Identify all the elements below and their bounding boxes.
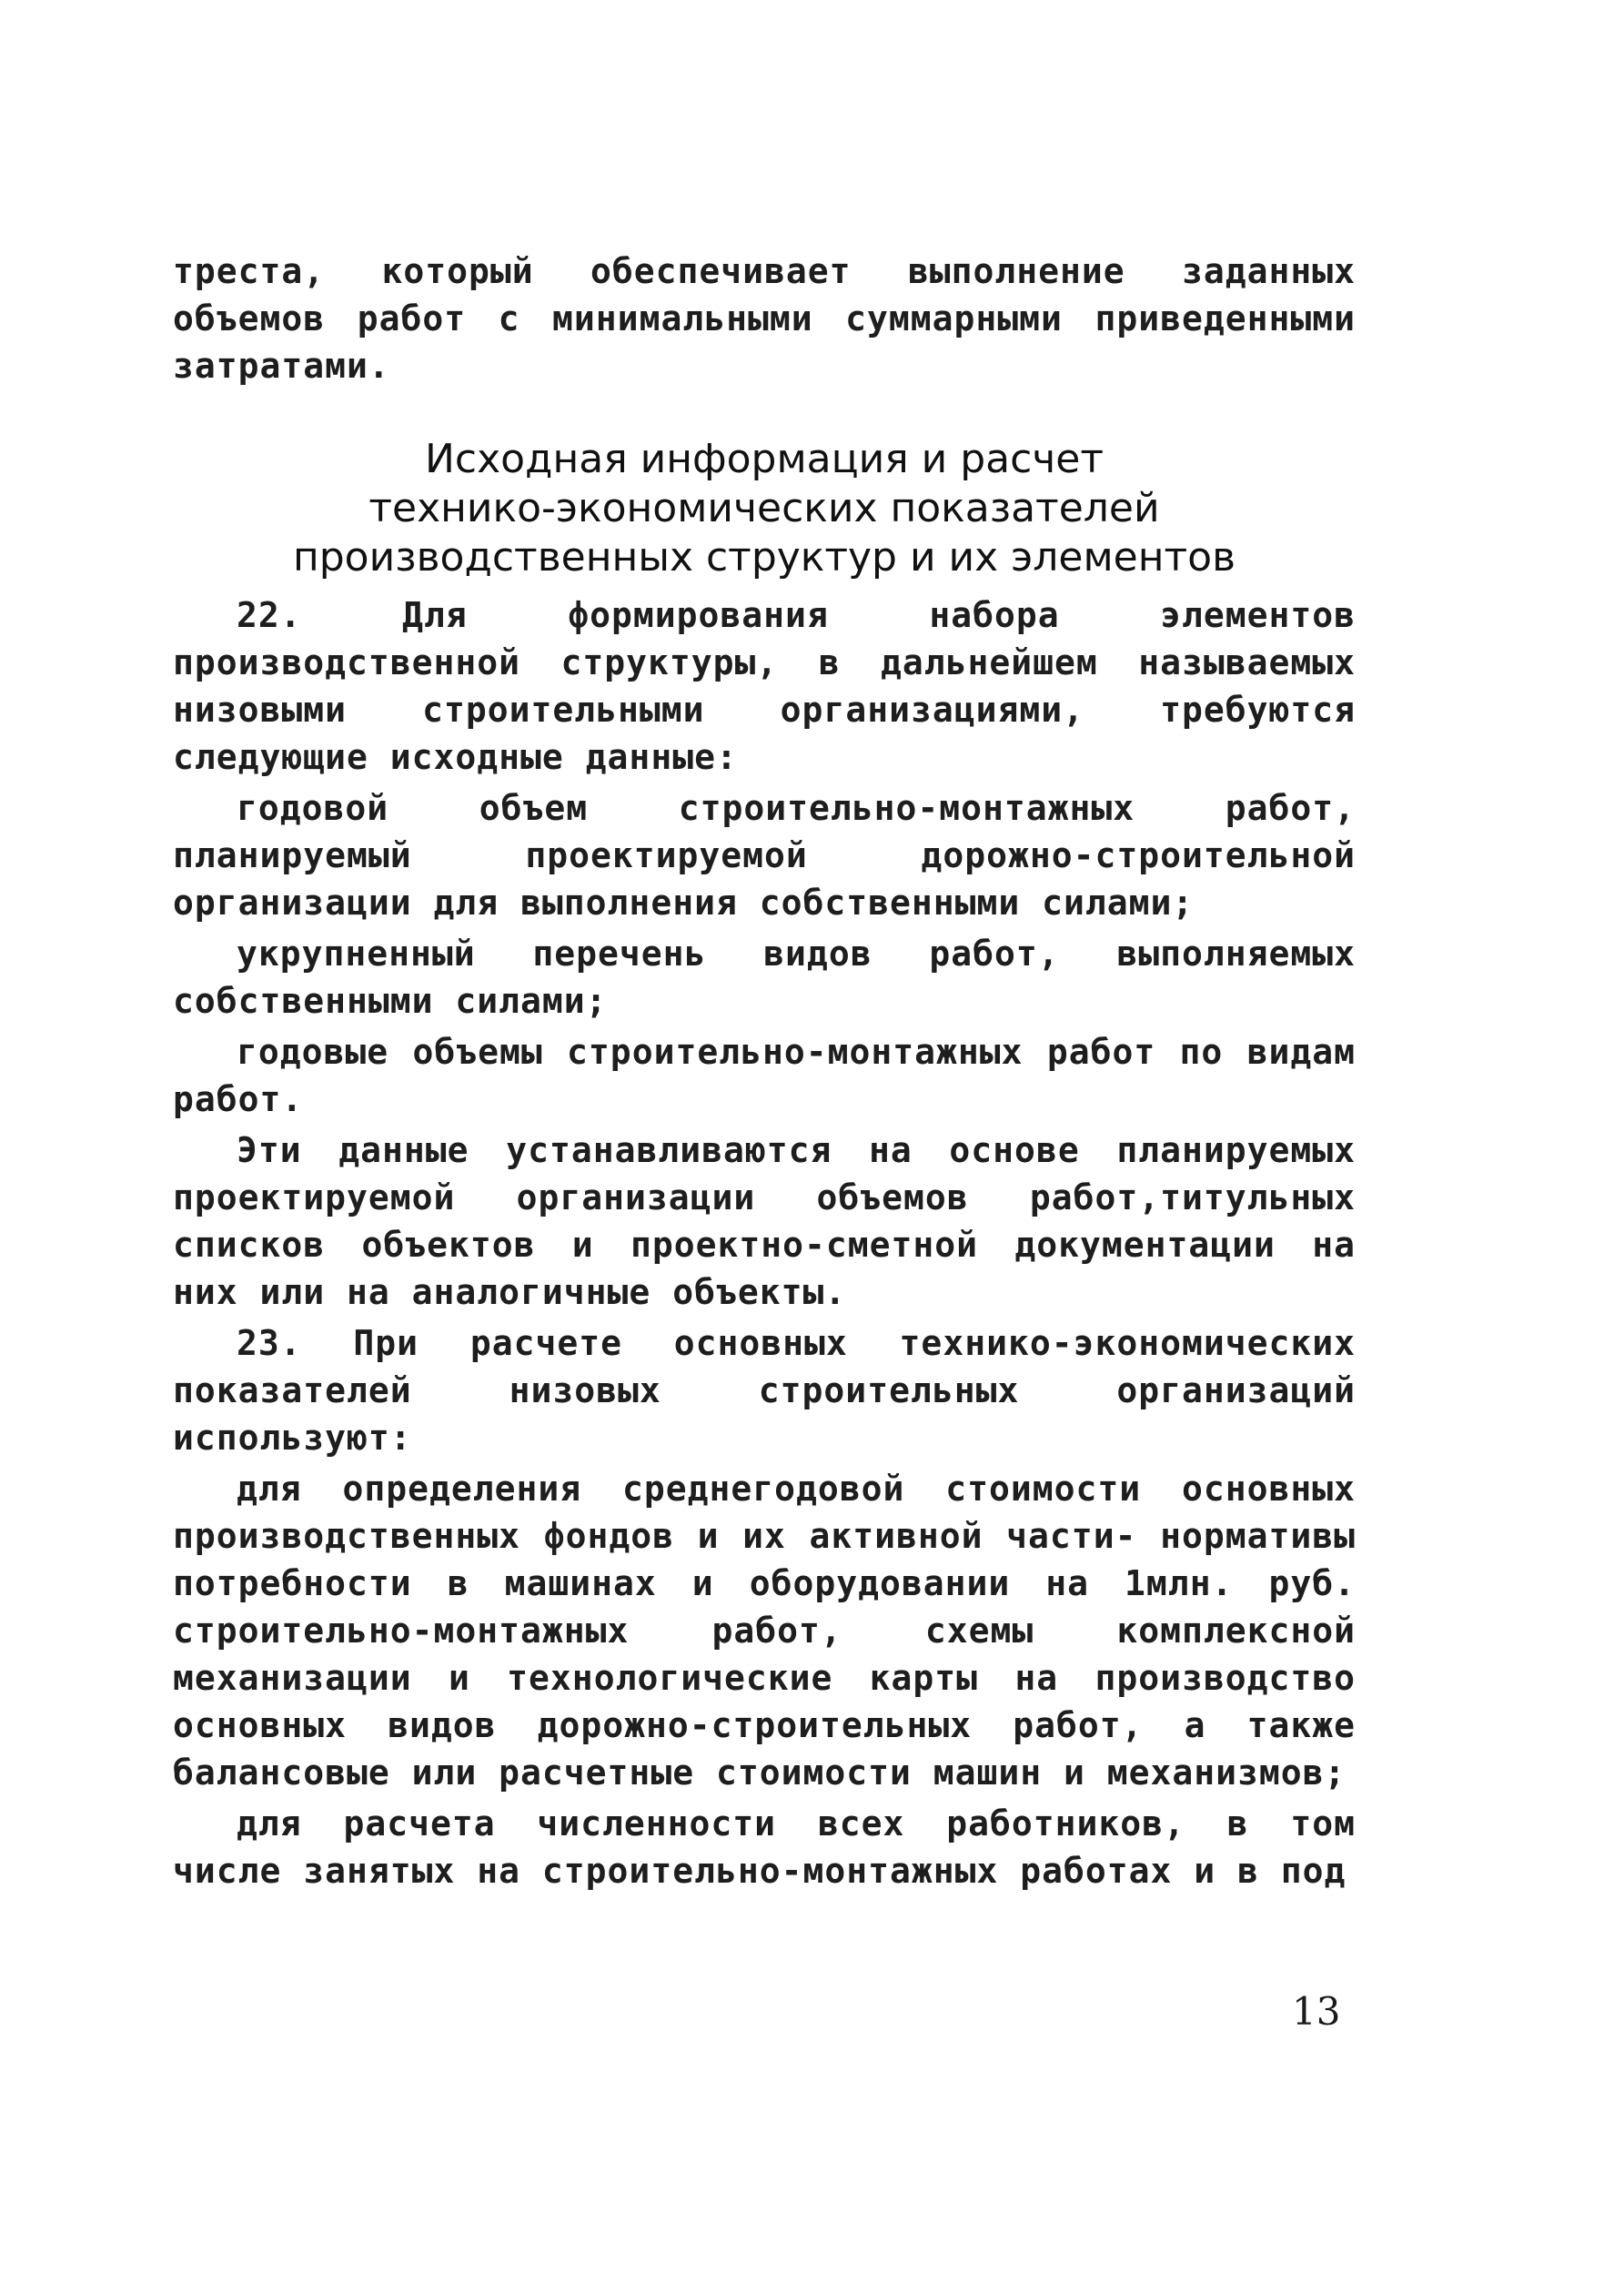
- paragraph-data-sources: Эти данные устанавливаются на основе планируемых проектируемой организации объемов работ,титульных списков объектов и проектно-сметной документации на них или на аналогичные объекты.: [173, 1130, 1356, 1312]
- intro-paragraph: треста, который обеспечивает выполнение заданных объемов работ с минимальными суммарными приведенными затратами.: [173, 251, 1356, 386]
- main-text-block: [173, 591, 1356, 1894]
- list-item-work-types: укрупненный перечень видов работ, выполняемых собственными силами;: [173, 934, 1356, 1021]
- paragraph-23: 23. При расчете основных технико-экономических показателей низовых строительных организаций используют:: [173, 1323, 1356, 1458]
- section-heading-line-2: технико-экономических показателей: [368, 485, 1160, 531]
- section-heading: [173, 435, 1356, 582]
- list-item-headcount: для расчета численности всех работников, в том числе занятых на строительно-монтажных работах и в под: [173, 1803, 1356, 1891]
- section-heading-line-1: Исходная информация и расчет: [424, 436, 1105, 482]
- list-item-annual-volumes-by-type: годовые объемы строительно-монтажных работ по видам работ.: [173, 1032, 1356, 1119]
- list-item-fixed-assets: для определения среднегодовой стоимости основных производственных фондов и их активной части- нормативы потребности в машинах и оборудовании на 1млн. руб. строительно-монтажных работ, схемы комплексной механизации и технологические карты на производство основных видов дорожно-строительных работ, а также балансовые или расчетные стоимости машин и механизмов;: [173, 1469, 1356, 1793]
- section-heading-line-3: производственных структур и их элементов: [292, 534, 1236, 581]
- page-number: 13: [1292, 1989, 1341, 2034]
- intro-text-block: [173, 248, 1356, 389]
- paragraph-22: 22. Для формирования набора элементов производственной структуры, в дальнейшем называемых низовыми строительными организациями, требуются следующие исходные данные:: [173, 595, 1356, 777]
- list-item-annual-volume: годовой объем строительно-монтажных работ, планируемый проектируемой дорожно-строительной организации для выполнения собственными силами;: [173, 788, 1356, 923]
